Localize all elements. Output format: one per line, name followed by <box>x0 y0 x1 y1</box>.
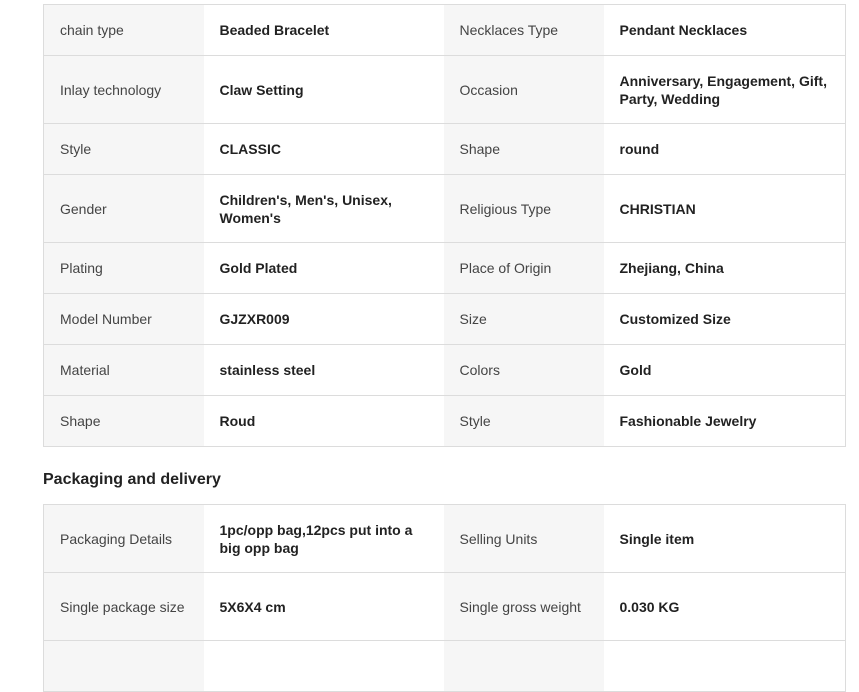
attribute-key: Occasion <box>444 56 604 124</box>
table-row <box>44 175 846 243</box>
section-title: Packaging and delivery <box>43 471 221 488</box>
product-details <box>43 4 845 692</box>
table-row <box>44 294 846 345</box>
attribute-value: Zhejiang, China <box>604 243 846 294</box>
attribute-value: Children's, Men's, Unisex, Women's <box>204 175 444 243</box>
attribute-value <box>204 641 444 692</box>
attribute-key: Single gross weight <box>444 573 604 641</box>
attribute-value: Beaded Bracelet <box>204 5 444 56</box>
table-row <box>44 124 846 175</box>
attribute-key <box>444 641 604 692</box>
attribute-value: 1pc/opp bag,12pcs put into a big opp bag <box>204 505 444 573</box>
attribute-value: Pendant Necklaces <box>604 5 846 56</box>
table-row <box>44 573 846 641</box>
attribute-value: CLASSIC <box>204 124 444 175</box>
attribute-value: Gold <box>604 345 846 396</box>
attribute-value: CHRISTIAN <box>604 175 846 243</box>
attribute-key: Size <box>444 294 604 345</box>
attribute-value: Claw Setting <box>204 56 444 124</box>
attribute-key: Gender <box>44 175 204 243</box>
attribute-key: Single package size <box>44 573 204 641</box>
attribute-value: 5X6X4 cm <box>204 573 444 641</box>
attribute-value: Customized Size <box>604 294 846 345</box>
attribute-key: Necklaces Type <box>444 5 604 56</box>
attribute-key: Shape <box>44 396 204 447</box>
attributes-table <box>43 4 846 447</box>
attribute-key: Shape <box>444 124 604 175</box>
table-row <box>44 243 846 294</box>
table-row <box>44 5 846 56</box>
table-row <box>44 396 846 447</box>
attribute-value: stainless steel <box>204 345 444 396</box>
attribute-value: Roud <box>204 396 444 447</box>
attribute-key: Selling Units <box>444 505 604 573</box>
attribute-value: Gold Plated <box>204 243 444 294</box>
attribute-key: Religious Type <box>444 175 604 243</box>
attribute-value: GJZXR009 <box>204 294 444 345</box>
attribute-key: Style <box>444 396 604 447</box>
attribute-value: Single item <box>604 505 846 573</box>
attribute-key <box>44 641 204 692</box>
attribute-key: chain type <box>44 5 204 56</box>
attribute-value: Anniversary, Engagement, Gift, Party, Wedding <box>604 56 846 124</box>
attribute-key: Plating <box>44 243 204 294</box>
attribute-key: Packaging Details <box>44 505 204 573</box>
attribute-key: Model Number <box>44 294 204 345</box>
packaging-table <box>43 504 846 692</box>
attribute-key: Material <box>44 345 204 396</box>
attribute-key: Inlay technology <box>44 56 204 124</box>
attribute-key: Style <box>44 124 204 175</box>
attribute-value: 0.030 KG <box>604 573 846 641</box>
attribute-key: Colors <box>444 345 604 396</box>
table-row-cutoff <box>44 641 846 692</box>
table-row <box>44 56 846 124</box>
attribute-value <box>604 641 846 692</box>
attribute-key: Place of Origin <box>444 243 604 294</box>
attribute-value: Fashionable Jewelry <box>604 396 846 447</box>
table-row <box>44 505 846 573</box>
attribute-value: round <box>604 124 846 175</box>
table-row <box>44 345 846 396</box>
